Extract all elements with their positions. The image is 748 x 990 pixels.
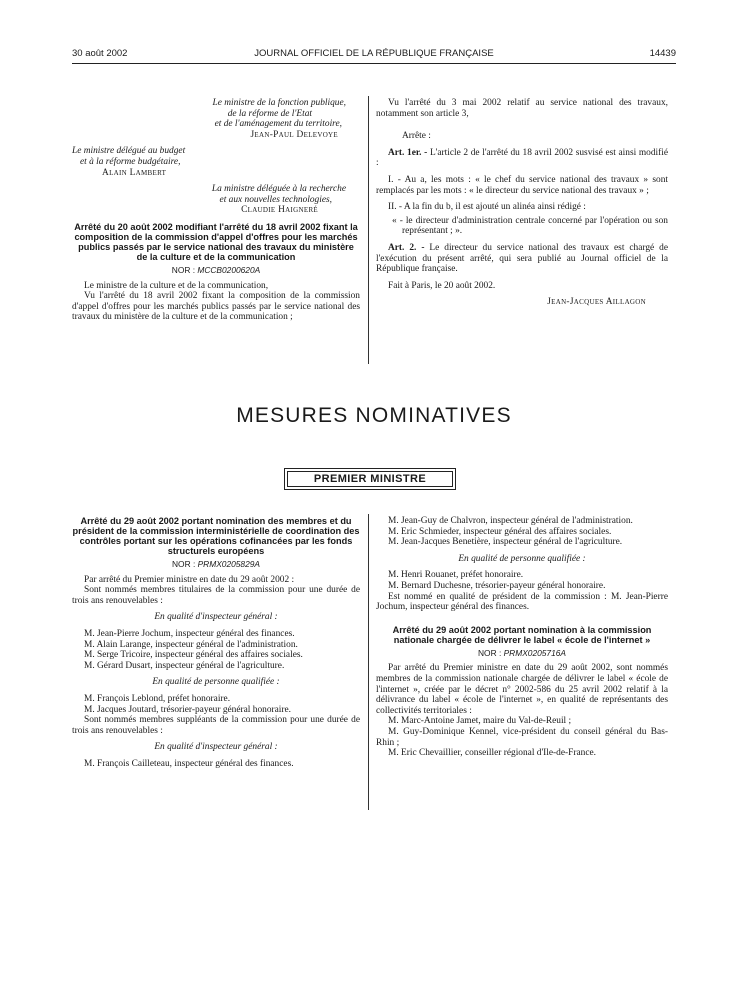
article-2 — [376, 243, 668, 275]
article-text: Le directeur du service national des travaux est chargé de l'exécution du présent arrêté, qui sera publié au Journal officiel de la République française. — [376, 242, 668, 275]
sig-line: Le ministre délégué au budget — [72, 146, 186, 157]
nor-reference — [376, 648, 668, 659]
date-place: Fait à Paris, le 20 août 2002. — [388, 280, 496, 291]
arrete-heading: Arrête : — [402, 131, 431, 142]
header-journal-title: JOURNAL OFFICIEL DE LA RÉPUBLIQUE FRANÇAISE — [254, 48, 494, 59]
sig-line: La ministre déléguée à la recherche — [211, 184, 346, 195]
signatory-name: Claudie Haigneré — [241, 205, 318, 216]
subheading: En qualité d'inspecteur général : — [154, 612, 278, 623]
signature-block-fonction-publique — [72, 98, 360, 140]
sig-line: et de l'aménagement du territoire, — [214, 119, 342, 130]
decree-title: Arrêté du 29 août 2002 portant nomination à la commission nationale chargée de délivrer le label « école de l'internet » — [392, 624, 652, 645]
article-label: Art. 1er. - — [388, 147, 428, 158]
list-item: M. Gérard Dusart, inspecteur général de l'agriculture. — [84, 660, 285, 671]
list-item: M. Henri Rouanet, préfet honoraire. — [388, 570, 524, 581]
paragraph: Est nommé en qualité de président de la commission : M. Jean-Pierre Jochum, inspecteur général des finances. — [376, 591, 668, 613]
nor-reference — [72, 559, 360, 570]
paragraph: Vu l'arrêté du 18 avril 2002 fixant la composition de la commission d'appel d'offres pour les marchés publics passés par le service national des travaux du ministère de la culture et de la communication ; — [72, 291, 360, 323]
bottom-right-column — [376, 516, 668, 759]
list-item: M. Jean-Guy de Chalvron, inspecteur général de l'administration. — [388, 516, 633, 526]
column-divider — [368, 96, 369, 364]
header-page-number: 14439 — [649, 48, 676, 59]
list-item: M. Eric Chevaillier, conseiller régional d'Ile-de-France. — [388, 748, 596, 759]
paragraph: I. - Au a, les mots : « le chef du service national des travaux » sont remplacés par les mots : « le directeur du service national des travaux » ; — [376, 174, 668, 196]
list-item: M. Eric Schmieder, inspecteur général des affaires sociales. — [388, 526, 612, 537]
list-item: M. François Leblond, préfet honoraire. — [84, 693, 231, 704]
list-item: M. Bernard Duchesne, trésorier-payeur général honoraire. — [388, 580, 606, 591]
paragraph: Vu l'arrêté du 3 mai 2002 relatif au service national des travaux, notamment son article 3, — [376, 98, 668, 119]
ministry-label: PREMIER MINISTRE — [287, 471, 453, 487]
paragraph: Le ministre de la culture et de la communication, — [84, 280, 269, 291]
nor-code: PRMX0205716A — [503, 647, 566, 658]
sig-line: Le ministre de la fonction publique, — [212, 98, 346, 108]
sig-line: de la réforme de l'Etat — [227, 108, 312, 119]
paragraph: Sont nommés membres suppléants de la commission pour une durée de trois ans renouvelables : — [72, 715, 360, 736]
paragraph: Sont nommés membres titulaires de la commission pour une durée de trois ans renouvelables : — [72, 585, 360, 606]
decree-title: Arrêté du 20 août 2002 modifiant l'arrêté du 18 avril 2002 fixant la composition de la commission d'appel d'offres pour les marchés publics passés par le service national des travaux du ministère de la culture et de la communication — [74, 221, 358, 262]
top-left-column — [72, 98, 360, 323]
article-text: L'article 2 de l'arrêté du 18 avril 2002 susvisé est ainsi modifié : — [376, 147, 669, 169]
list-item: M. Jean-Pierre Jochum, inspecteur général des finances. — [84, 628, 295, 639]
nor-reference — [72, 265, 360, 276]
list-item: M. François Cailleteau, inspecteur général des finances. — [84, 758, 294, 769]
decree-title: Arrêté du 29 août 2002 portant nomination des membres et du président de la commission interministérielle de coordination des contrôles portant sur les opérations cofinancées par les fonds structurels européens — [72, 516, 360, 556]
list-item: M. Marc-Antoine Jamet, maire du Val-de-Reuil ; — [388, 716, 572, 727]
subheading: En qualité d'inspecteur général : — [154, 742, 278, 753]
nor-code: MCCB0200620A — [197, 264, 261, 275]
list-item: M. Jean-Jacques Benetière, inspecteur général de l'agriculture. — [388, 537, 623, 548]
list-item: M. Guy-Dominique Kennel, vice-président du conseil général du Bas-Rhin ; — [376, 726, 668, 748]
ministry-box — [284, 468, 456, 490]
signatory-name: Jean-Jacques Aillagon — [547, 297, 646, 308]
subheading: En qualité de personne qualifiée : — [152, 677, 280, 688]
header-rule — [72, 63, 676, 64]
signature-block-recherche — [72, 184, 360, 216]
section-title: MESURES NOMINATIVES — [236, 404, 512, 427]
nor-code: PRMX0205829A — [197, 559, 260, 569]
paragraph: II. - A la fin du b, il est ajouté un alinéa ainsi rédigé : — [388, 202, 586, 213]
quoted-line: « - le directeur d'administration centrale concerné par l'opération ou son représentant ; ». — [392, 215, 668, 237]
sig-line: et aux nouvelles technologies, — [219, 194, 332, 205]
list-item: M. Serge Tricoire, inspecteur général des affaires sociales. — [84, 650, 303, 661]
column-divider — [368, 514, 369, 810]
list-item: M. Alain Larange, inspecteur général de l'administration. — [84, 639, 298, 650]
signatory-name: Jean-Paul Delevoye — [250, 129, 338, 140]
article-label: Art. 2. - — [388, 242, 425, 253]
signatory-name: Alain Lambert — [102, 167, 167, 178]
header-date: 30 août 2002 — [72, 48, 128, 59]
page-header — [72, 48, 676, 62]
sig-line: et à la réforme budgétaire, — [80, 156, 181, 167]
bottom-left-column — [72, 516, 360, 770]
nor-label: NOR : — [171, 264, 196, 275]
paragraph: Par arrêté du Premier ministre en date du 29 août 2002, sont nommés membres de la commission nationale chargée de délivrer le label « école de l'internet », créée par le décret n° 2002-586 du 25 avril 2002 relatif à la délivrance du label « école de l'internet », en qualité de représentants des collectivités territoriales : — [376, 663, 668, 716]
article-1 — [376, 148, 668, 169]
nor-label: NOR : — [478, 647, 502, 658]
paragraph: Par arrêté du Premier ministre en date du 29 août 2002 : — [84, 574, 295, 585]
top-right-column — [376, 98, 668, 308]
nor-label: NOR : — [172, 559, 196, 569]
signature-block-budget — [72, 146, 360, 178]
subheading: En qualité de personne qualifiée : — [458, 553, 586, 564]
list-item: M. Jacques Joutard, trésorier-payeur général honoraire. — [84, 704, 292, 715]
